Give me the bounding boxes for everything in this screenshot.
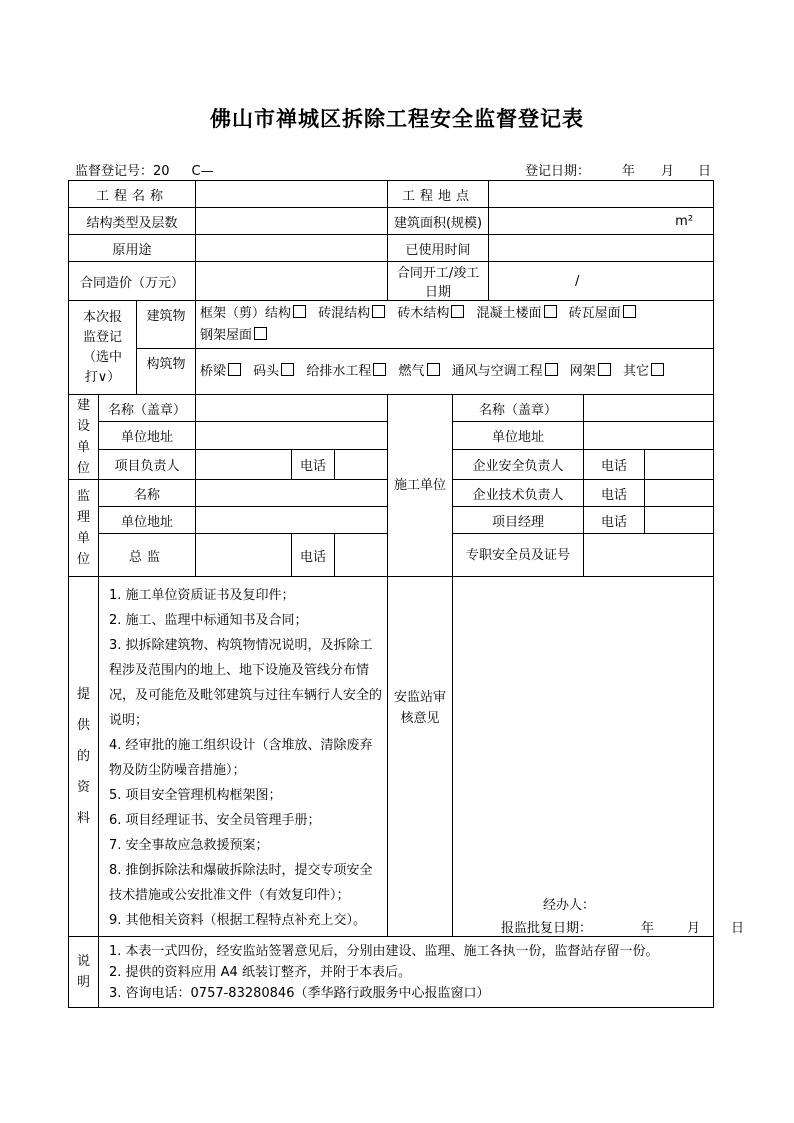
materials-item: 8. 推倒拆除法和爆破拆除法时，提交专项安全技术措施或公安批准文件（有效复印件）； — [109, 863, 373, 903]
co-tech-phone-label: 电话 — [584, 480, 645, 507]
project-location-field[interactable] — [489, 181, 714, 208]
structure-option-wharf: 码头 — [253, 364, 297, 379]
structure-options — [196, 349, 714, 395]
materials-list — [103, 583, 383, 933]
su-name-field[interactable] — [196, 480, 388, 507]
su-address-label: 单位地址 — [99, 507, 196, 534]
reply-date-day: 日 — [731, 921, 745, 936]
materials-item: 5. 项目安全管理机构框架图； — [109, 788, 282, 803]
structure-type-field[interactable] — [196, 208, 388, 235]
reg-no-label: 监督登记号：20 — [75, 164, 170, 179]
structure-option-gas: 燃气 — [398, 364, 442, 379]
co-pm-phone-field[interactable] — [645, 507, 714, 534]
registration-form — [68, 180, 745, 1008]
project-location-label: 工程地点 — [388, 181, 489, 208]
plumbing-checkbox[interactable] — [373, 363, 386, 376]
co-tech-head-label: 企业技术负责人 — [453, 480, 584, 507]
co-address-label: 单位地址 — [453, 422, 584, 449]
materials-item: 6. 项目经理证书、安全员管理手册； — [109, 813, 321, 828]
materials-label: 提供的资料 — [69, 577, 99, 937]
cu-manager-label: 项目负责人 — [99, 449, 196, 479]
cu-phone-field[interactable] — [335, 449, 388, 479]
reply-date-year: 年 — [641, 921, 655, 936]
steel-roof-checkbox[interactable] — [254, 327, 267, 340]
materials-list-cell — [99, 577, 388, 937]
reg-no-suffix: C— — [191, 164, 214, 179]
frame-checkbox[interactable] — [293, 305, 306, 318]
registration-date — [525, 160, 711, 179]
structures-label: 构筑物 — [137, 349, 196, 395]
co-safety-phone-label: 电话 — [584, 449, 645, 479]
hvac-checkbox[interactable] — [545, 363, 558, 376]
gas-checkbox[interactable] — [427, 363, 440, 376]
co-address-field[interactable] — [584, 422, 714, 449]
bridge-checkbox[interactable] — [228, 363, 241, 376]
building-option-frame: 框架（剪）结构 — [200, 306, 309, 321]
report-scope-label: 本次报监登记（选中打∨） — [69, 301, 137, 395]
area-unit: m² — [675, 213, 694, 229]
notes-cell — [99, 937, 714, 1008]
other-checkbox[interactable] — [651, 363, 664, 376]
cu-address-label: 单位地址 — [99, 422, 196, 449]
cu-address-field[interactable] — [196, 422, 388, 449]
building-area-field[interactable] — [489, 208, 714, 235]
years-used-field[interactable] — [489, 235, 714, 262]
su-name-label: 名称 — [99, 480, 196, 507]
cu-name-field[interactable] — [196, 395, 388, 422]
structure-type-label: 结构类型及层数 — [69, 208, 196, 235]
co-name-seal-label: 名称（盖章） — [453, 395, 584, 422]
building-option-concrete-floor: 混凝土楼面 — [476, 306, 559, 321]
project-name-label: 工程名称 — [69, 181, 196, 208]
structure-option-bridge: 桥梁 — [200, 364, 244, 379]
original-use-label: 原用途 — [69, 235, 196, 262]
su-chief-field[interactable] — [196, 534, 292, 577]
reg-date-year: 年 — [622, 164, 636, 179]
wharf-checkbox[interactable] — [281, 363, 294, 376]
brick-wood-checkbox[interactable] — [451, 305, 464, 318]
page-title: 佛山市禅城区拆除工程安全监督登记表 — [210, 106, 584, 131]
su-address-field[interactable] — [196, 507, 388, 534]
contract-price-label: 合同造价（万元） — [69, 262, 196, 301]
building-option-brick-concrete: 砖混结构 — [318, 306, 388, 321]
concrete-floor-checkbox[interactable] — [544, 305, 557, 318]
materials-item: 3. 拟拆除建筑物、构筑物情况说明，及拆除工程涉及范围内的地上、地下设施及管线分布情况，及可能危及毗邻建筑与过往车辆行人安全的说明； — [109, 638, 383, 728]
su-phone-label: 电话 — [292, 534, 335, 577]
co-pm-phone-label: 电话 — [584, 507, 645, 534]
note-item: 3. 咨询电话：0757-83280846（季华路行政服务中心报监窗口） — [109, 985, 490, 1001]
building-option-tile-roof: 砖瓦屋面 — [569, 306, 639, 321]
materials-item: 9. 其他相关资料（根据工程特点补充上交）。 — [109, 913, 367, 928]
su-phone-field[interactable] — [335, 534, 388, 577]
materials-item: 1. 施工单位资质证书及复印件； — [109, 588, 295, 603]
brick-concrete-checkbox[interactable] — [372, 305, 385, 318]
building-area-label: 建筑面积(规模) — [388, 208, 489, 235]
structure-option-hvac: 通风与空调工程 — [452, 364, 561, 379]
reg-date-label: 登记日期： — [525, 164, 591, 179]
building-options — [196, 301, 714, 349]
project-name-field[interactable] — [196, 181, 388, 208]
su-chief-label: 总监 — [99, 534, 196, 577]
co-tech-phone-field[interactable] — [645, 480, 714, 507]
registration-number — [75, 160, 214, 179]
note-item: 2. 提供的资料应用 A4 纸装订整齐，并附于本表后。 — [109, 964, 411, 980]
co-name-field[interactable] — [584, 395, 714, 422]
co-safety-phone-field[interactable] — [645, 449, 714, 479]
cu-phone-label: 电话 — [292, 449, 335, 479]
years-used-label: 已使用时间 — [388, 235, 489, 262]
building-option-brick-wood: 砖木结构 — [397, 306, 467, 321]
original-use-field[interactable] — [196, 235, 388, 262]
contractor-unit-label: 施工单位 — [388, 395, 453, 577]
structure-option-other: 其它 — [623, 364, 667, 379]
co-safety-officer-label: 专职安全员及证号 — [453, 534, 584, 577]
materials-item: 2. 施工、监理中标通知书及合同； — [109, 613, 308, 628]
tile-roof-checkbox[interactable] — [623, 305, 636, 318]
materials-item: 4. 经审批的施工组织设计（含堆放、清除废弃物及防尘防噪音措施）； — [109, 738, 373, 778]
review-label: 安监站审核意见 — [388, 577, 453, 937]
reg-date-month: 月 — [661, 164, 675, 179]
handler-label: 经办人： — [543, 898, 596, 913]
contract-dates-label: 合同开工/竣工日期 — [388, 262, 489, 301]
supervision-unit-label: 监理单位 — [69, 480, 99, 577]
contract-price-field[interactable] — [196, 262, 388, 301]
space-frame-checkbox[interactable] — [598, 363, 611, 376]
cu-manager-field[interactable] — [196, 449, 292, 479]
contract-dates-separator: / — [575, 273, 580, 289]
building-option-steel-roof: 钢架屋面 — [200, 328, 270, 343]
structure-option-plumbing: 给排水工程 — [306, 364, 389, 379]
reply-date-month: 月 — [687, 921, 701, 936]
notes-label: 说明 — [69, 937, 99, 1008]
co-pm-label: 项目经理 — [453, 507, 584, 534]
reg-date-day: 日 — [698, 164, 712, 179]
cu-name-seal-label: 名称（盖章） — [99, 395, 196, 422]
construction-unit-label: 建设单位 — [69, 395, 99, 480]
contract-dates-field[interactable] — [489, 262, 714, 301]
review-opinion-field[interactable] — [453, 577, 745, 937]
materials-item: 7. 安全事故应急救援预案； — [109, 838, 269, 853]
buildings-label: 建筑物 — [137, 301, 196, 349]
structure-option-space-frame: 网架 — [570, 364, 614, 379]
co-safety-head-label: 企业安全负责人 — [453, 449, 584, 479]
co-safety-officer-field[interactable] — [584, 534, 714, 577]
note-item: 1. 本表一式四份，经安监站签署意见后，分别由建设、监理、施工各执一份，监督站存留一份。 — [109, 943, 659, 959]
reply-date-label: 报监批复日期： — [501, 921, 593, 936]
